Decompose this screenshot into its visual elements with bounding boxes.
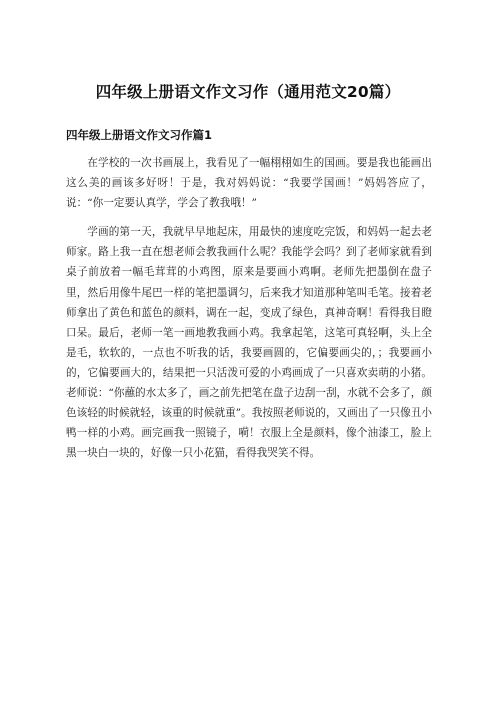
paragraph-1: 在学校的一次书画展上，我看见了一幅栩栩如生的国画。要是我也能画出这么美的画该多好呀！于是，我对妈妈说：“我要学国画！”妈妈答应了，说：“你一定要认真学，学会了教我哦！” [66,157,432,210]
section-heading: 四年级上册语文作文习作篇1 [66,128,213,142]
paragraph-2: 学画的第一天，我就早早地起床，用最快的速度吃完饭，和妈妈一起去老师家。路上我一直在想老师会教我画什么呢？我能学会吗？到了老师家就看到桌子前放着一幅毛茸茸的小鸡图，原来是要画小鸡啊。老师先把墨倒在盘子里，然后用像牛尾巴一样的笔把墨调匀，后来我才知道那种笔叫毛笔。接着老师拿出了黄色和蓝色的颜料，调在一起，变成了绿色，真神奇啊！看得我目瞪口呆。最后，老师一笔一画地教我画小鸡。我拿起笔，这笔可真轻啊，头上全是毛，软软的，一点也不听我的话，我要画圆的，它偏要画尖的，；我要画小的，它偏要画大的，结果把一只活泼可爱的小鸡画成了一只喜欢卖萌的小猪。老师说：“你蘸的水太多了，画之前先把笔在盘子边刮一刮，水就不会多了，颜色该轻的时候就轻，该重的时候就重”。我按照老师说的，又画出了一只像丑小鸭一样的小鸡。画完画我一照镜子，嗬！衣服上全是颜料，像个油漆工，脸上黑一块白一块的，好像一只小花猫，看得我哭笑不得。 [66,226,432,460]
document-title: 四年级上册语文作文习作（通用范文20篇） [95,83,401,101]
document-body [66,153,432,472]
